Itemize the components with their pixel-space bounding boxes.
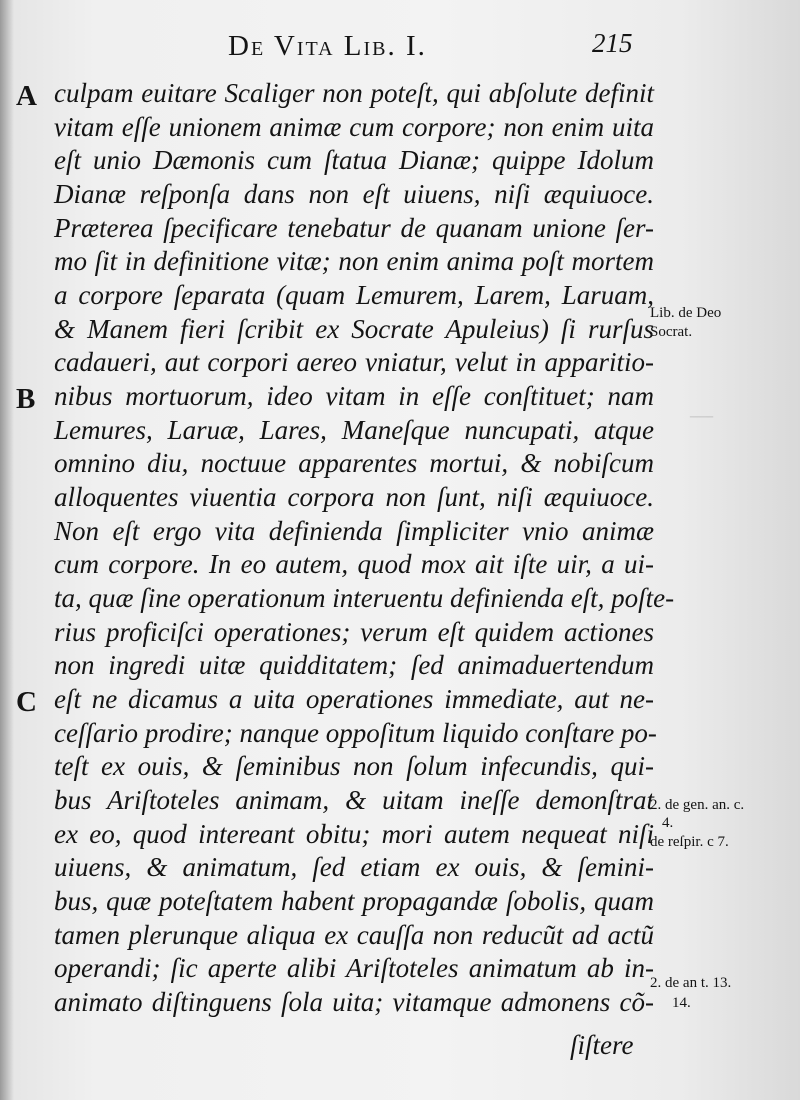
text-line: vitam eſſe unionem animæ cum corpore; non enim uita <box>54 112 654 142</box>
text-line: Lemures, Laruæ, Lares, Maneſque nuncupati, atque <box>54 415 654 445</box>
text-line: cum corpore. In eo autem, quod mox ait iſte uir, a ui- <box>54 549 654 579</box>
text-line: eſt ne dicamus a uita operationes immediate, aut ne- <box>54 684 654 714</box>
text-line: tamen plerunque aliqua ex cauſſa non reducũt ad actũ <box>54 920 654 950</box>
text-line: a corpore ſeparata (quam Lemurem, Larem, Laruam, <box>54 280 654 310</box>
marginal-note: Lib. de Deo <box>650 305 722 321</box>
marginal-note: 2. de an t. 13. <box>650 975 732 991</box>
text-line: eſt unio Dæmonis cum ſtatua Dianæ; quippe Idolum <box>54 145 654 175</box>
marginal-note: 4. <box>662 815 674 831</box>
text-line: culpam euitare Scaliger non poteſt, qui abſolute definit <box>54 78 654 108</box>
page-number: 215 <box>592 28 633 58</box>
section-letter-c: C <box>16 686 37 718</box>
text-line: mo ſit in definitione vitæ; non enim anima poſt mortem <box>54 246 654 276</box>
text-line: Dianæ reſponſa dans non eſt uiuens, niſi æquiuoce. <box>54 179 654 209</box>
show-through-mark: — <box>690 400 714 429</box>
text-line: nibus mortuorum, ideo vitam in eſſe conſtituet; nam <box>54 381 654 411</box>
text-line: ta, quæ ſine operationum interuentu definienda eſt, poſte- <box>54 583 675 613</box>
text-line: uiuens, & animatum, ſed etiam ex ouis, & ſemini- <box>54 852 654 882</box>
text-line: ex eo, quod intereant obitu; mori autem nequeat niſi <box>54 819 654 849</box>
text-line: alloquentes viuentia corpora non ſunt, niſi æquiuoce. <box>54 482 654 512</box>
text-line: animato diſtinguens ſola uita; vitamque admonens cõ- <box>54 987 654 1017</box>
text-line: bus, quæ poteſtatem habent propagandæ ſobolis, quam <box>54 886 654 916</box>
text-line: teſt ex ouis, & ſeminibus non ſolum infecundis, qui- <box>54 751 654 781</box>
text-line: rius proficiſci operationes; verum eſt quidem actiones <box>54 617 654 647</box>
text-line: Non eſt ergo vita definienda ſimpliciter vnio animæ <box>54 516 654 546</box>
text-line: Præterea ſpecificare tenebatur de quanam unione ſer- <box>54 213 654 243</box>
marginal-note: de reſpir. c 7. <box>650 834 729 850</box>
running-title: De Vita Lib. I. <box>228 30 427 62</box>
text-line: cadaueri, aut corpori aereo vniatur, velut in apparitio- <box>54 347 654 377</box>
text-line: operandi; ſic aperte alibi Ariſtoteles animatum ab in- <box>54 953 654 983</box>
marginal-note: 14. <box>672 995 691 1011</box>
section-letter-a: A <box>16 80 37 112</box>
marginal-note: Socrat. <box>650 324 693 340</box>
text-line: non ingredi uitæ quidditatem; ſed animaduertendum <box>54 650 654 680</box>
marginal-note: 2. de gen. an. c. <box>650 797 745 813</box>
text-line: ceſſario prodire; nanque oppoſitum liquido conſtare po- <box>54 718 657 748</box>
text-line: bus Ariſtoteles animam, & uitam ineſſe demonſtrat <box>54 785 654 815</box>
catchword: ſiſtere <box>570 1030 634 1060</box>
page-gutter-shadow <box>0 0 14 1100</box>
text-line: omnino diu, noctuue apparentes mortui, & nobiſcum <box>54 448 654 478</box>
section-letter-b: B <box>16 383 36 415</box>
text-line: & Manem fieri ſcribit ex Socrate Apuleius) ſi rurſus <box>54 314 654 344</box>
